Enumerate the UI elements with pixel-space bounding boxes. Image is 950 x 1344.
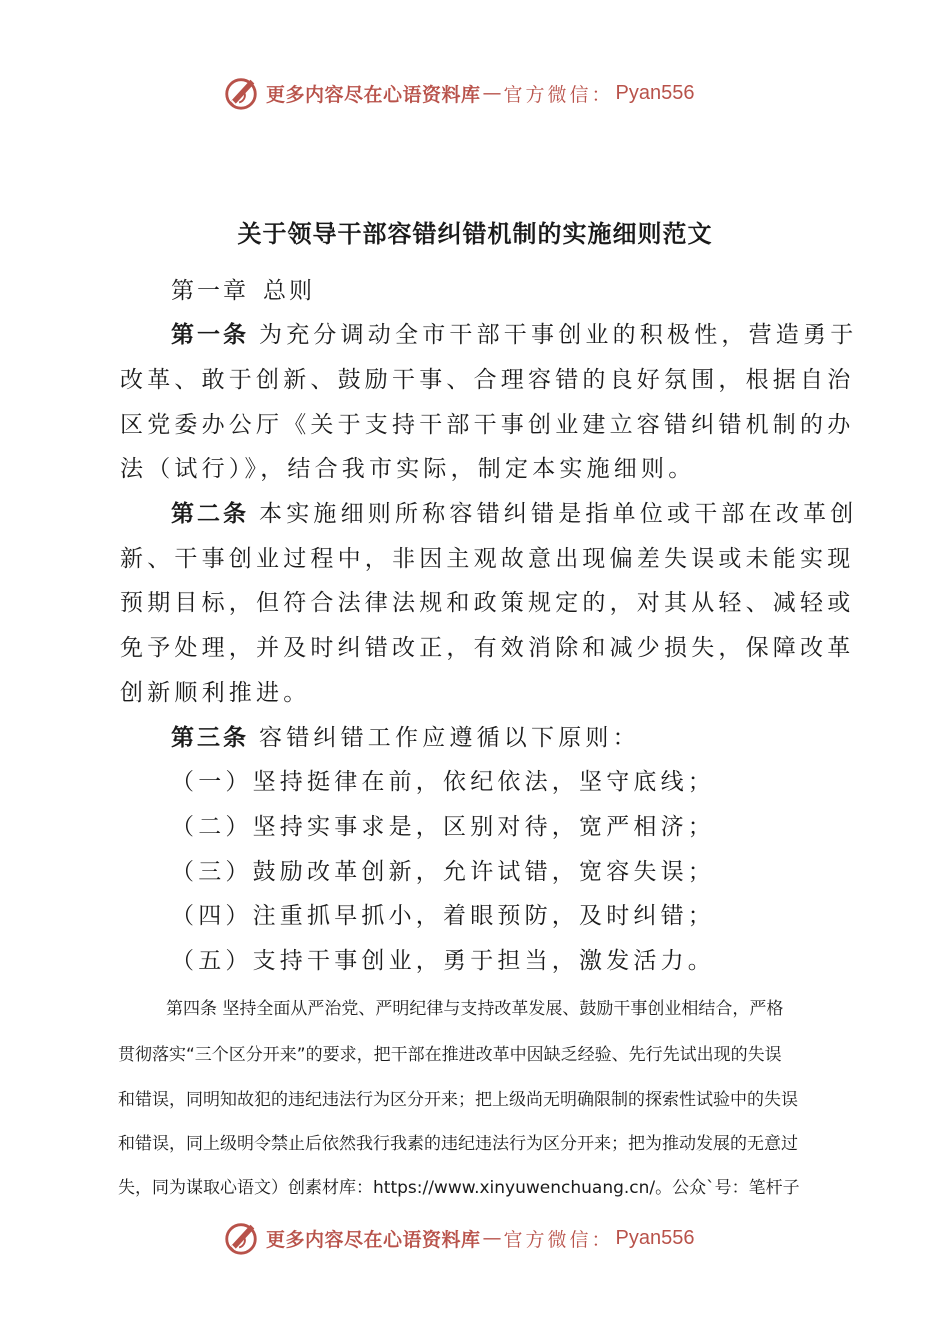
article1-line-4: 法（试行）》，结合我市实际，制定本实施细则。 xyxy=(120,456,696,482)
article1-line-3: 区党委办公厅《关于支持干部干事创业建立容错纠错机制的办 xyxy=(120,412,855,438)
banner-text: 更多内容尽在心语资料库 xyxy=(266,1228,481,1251)
article3-line-1 xyxy=(171,719,640,752)
header-banner xyxy=(222,73,695,113)
article1-label: 第一条 xyxy=(171,322,249,348)
banner-dash: — xyxy=(482,1227,502,1249)
banner-wechat-label: 官方微信： xyxy=(503,83,614,106)
chapter-number: 第一章 xyxy=(171,278,249,304)
article2-line-3: 预期目标，但符合法律法规和政策规定的，对其从轻、减轻或 xyxy=(120,590,855,616)
principle-item: （三）鼓励改革创新，允许试错，宽容失误； xyxy=(171,859,715,885)
footer-banner xyxy=(222,1218,695,1258)
article2-label: 第二条 xyxy=(171,501,249,527)
principle-item: （五）支持干事创业，勇于担当，激发活力。 xyxy=(171,948,715,974)
article4-line-2: 贯彻落实“三个区分开来”的要求，把干部在推进改革中因缺乏经验、先行先试出现的失误 xyxy=(118,1045,782,1065)
article2-text: 本实施细则所称容错纠错是指单位或干部在改革创 xyxy=(259,501,858,527)
article1-line-1 xyxy=(171,316,857,349)
banner-wechat-id: Pyan556 xyxy=(615,81,695,104)
banner-text: 更多内容尽在心语资料库 xyxy=(266,83,481,106)
chapter-name: 总则 xyxy=(263,278,315,304)
article2-line-5: 创新顺利推进。 xyxy=(120,680,311,706)
banner-wechat-label: 官方微信： xyxy=(503,1228,614,1251)
chapter-heading xyxy=(171,272,315,305)
article4-line-4: 和错误，同上级明令禁止后依然我行我素的违纪违法行为区分开来；把为推动发展的无意过 xyxy=(118,1134,798,1154)
article1-text: 为充分调动全市干部干事创业的积极性，营造勇于 xyxy=(259,322,858,348)
banner-dash: — xyxy=(482,82,502,104)
principle-item: （二）坚持实事求是，区别对待，宽严相济； xyxy=(171,814,715,840)
article3-intro: 容错纠错工作应遵循以下原则： xyxy=(259,725,640,751)
principle-item: （一）坚持挺律在前，依纪依法，坚守底线； xyxy=(171,769,715,795)
pen-logo-icon xyxy=(222,74,260,112)
article1-line-2: 改革、敢于创新、鼓励干事、合理容错的良好氛围，根据自治 xyxy=(120,367,855,393)
banner-wechat-id: Pyan556 xyxy=(615,1226,695,1249)
pen-logo-icon xyxy=(222,1219,260,1257)
article2-line-2: 新、干事创业过程中，非因主观故意出现偏差失误或未能实现 xyxy=(120,546,855,572)
article3-label: 第三条 xyxy=(171,725,249,751)
article2-line-1 xyxy=(171,495,857,528)
article4-line-1: 第四条 坚持全面从严治党、严明纪律与支持改革发展、鼓励干事创业相结合，严格 xyxy=(166,999,784,1019)
principle-item: （四）注重抓早抓小，着眼预防，及时纠错； xyxy=(171,903,715,929)
article2-line-4: 免予处理，并及时纠错改正，有效消除和减少损失，保障改革 xyxy=(120,635,855,661)
article4-line-3: 和错误，同明知故犯的违纪违法行为区分开来；把上级尚无明确限制的探索性试验中的失误 xyxy=(118,1090,798,1110)
document-title: 关于领导干部容错纠错机制的实施细则范文 xyxy=(237,220,713,248)
article4-line-5: 失，同为谋取心语文）创素材库：https://www.xinyuwenchuang.cn/。公众`号：笔杆子 xyxy=(118,1178,800,1198)
